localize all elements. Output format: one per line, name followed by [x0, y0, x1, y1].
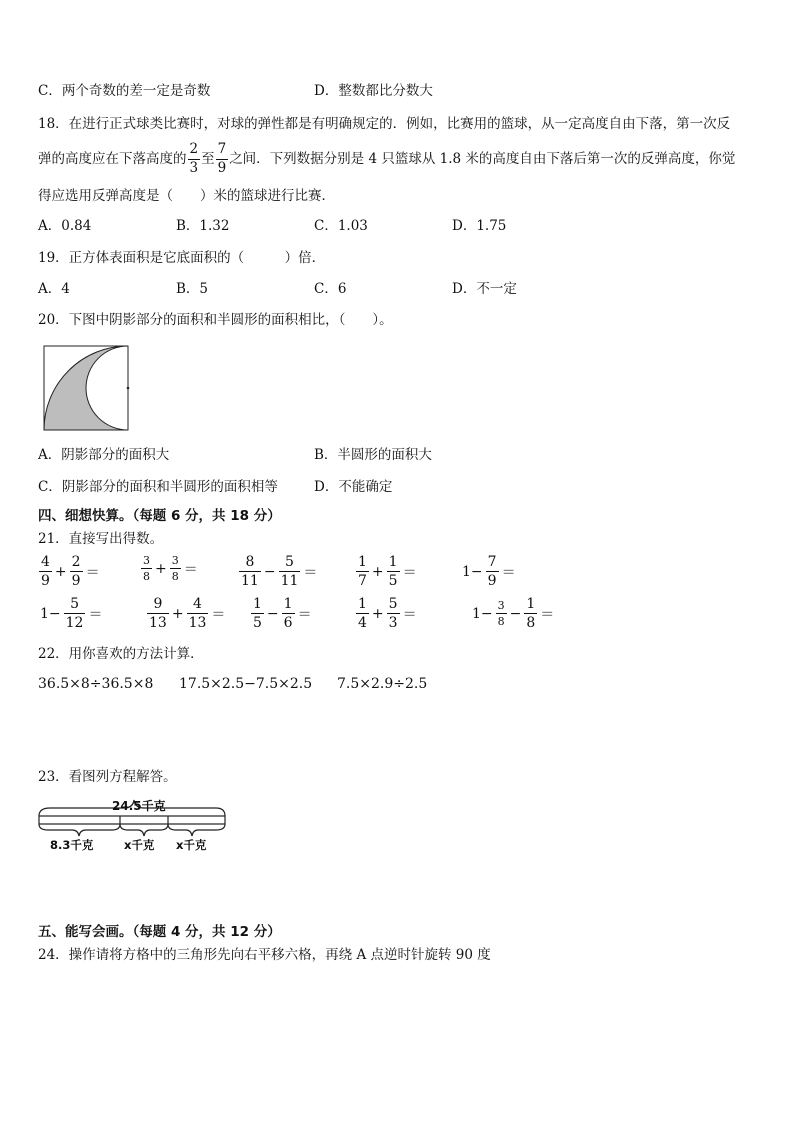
q21-row2-expr-2	[146, 597, 227, 630]
q23-brace-1	[39, 824, 120, 836]
q18-option-b: B．1.32	[176, 218, 230, 234]
q21-row2-expr-3	[250, 597, 314, 630]
operator: ＝	[402, 606, 417, 623]
q19-option-a: A．4	[38, 281, 70, 297]
fraction: $\frac{1}{7}$	[358, 554, 367, 589]
operator: ＝	[402, 564, 417, 581]
fraction: $\frac{5}{11}$	[280, 554, 299, 589]
q23-brace-2	[120, 824, 168, 836]
q18-line3: 得应选用反弹高度是（ ）米的篮球进行比赛．	[38, 188, 335, 204]
operator: ＝	[183, 561, 198, 578]
operator: ＝	[297, 606, 312, 623]
q18-to: 至	[201, 151, 215, 167]
fraction: $\frac{2}{9}$	[71, 554, 81, 589]
q21-row2-expr-5	[470, 597, 556, 630]
q18-line2-post: 之间．下列数据分别是 4 只篮球从 1.8 米的高度自由下落后第一次的反弹高度，你觉	[229, 151, 736, 167]
fraction: $\frac{3}{8}$	[171, 554, 179, 583]
operator: ＝	[540, 606, 555, 623]
section5-title: 五、能写会画。（每题 4 分，共 12 分）	[38, 924, 281, 940]
section4-title: 四、细想快算。（每题 6 分，共 18 分）	[38, 508, 281, 524]
q21-row1-expr-1	[38, 555, 102, 588]
q20-option-d: D．不能确定	[314, 479, 393, 495]
q18-line2-pre: 弹的高度应在下落高度的	[38, 151, 187, 167]
operator: −	[263, 563, 276, 580]
q20-center-dot	[127, 387, 130, 390]
q19-text: 19．正方体表面积是它底面积的（ ）倍．	[38, 250, 326, 266]
fraction: $\frac{4}{9}$	[41, 554, 50, 589]
fraction: $\frac{1}{8}$	[526, 596, 536, 631]
q20-figure	[42, 344, 132, 432]
q23-total-label: 24.5千克	[112, 799, 166, 813]
q19-option-d: D．不一定	[452, 281, 517, 297]
q23-text: 23．看图列方程解答。	[38, 769, 177, 785]
q20-option-a: A．阴影部分的面积大	[38, 447, 170, 463]
q21-row2-expr-4	[355, 597, 419, 630]
q23-part-label-3: x千克	[176, 838, 207, 852]
q24-text: 24．操作请将方格中的三角形先向右平移六格，再绕 A 点逆时针旋转 90 度	[38, 947, 491, 963]
fraction: $\frac{3}{8}$	[143, 554, 150, 583]
q23-brace-3	[168, 824, 225, 836]
fraction: $\frac{1}{6}$	[283, 596, 293, 631]
operator: ＝	[303, 564, 318, 581]
q18-frac-a: $\frac{2}{3}$	[189, 141, 199, 176]
q23-bar	[39, 816, 225, 824]
q21-row1-expr-2	[140, 555, 200, 582]
fraction: $\frac{5}{12}$	[65, 596, 84, 631]
q18-option-c: C．1.03	[314, 218, 368, 234]
operator: +	[371, 605, 384, 622]
q22-item-1: 36.5×8÷36.5×8	[38, 676, 154, 692]
q22-item-3: 7.5×2.9÷2.5	[337, 676, 428, 692]
operator: 1−	[40, 605, 61, 622]
q19-option-c: C．6	[314, 281, 347, 297]
operator: +	[171, 605, 184, 622]
fraction: $\frac{9}{13}$	[149, 596, 167, 631]
operator: −	[266, 605, 279, 622]
operator: ＝	[501, 564, 516, 581]
q23-part-label-2: x千克	[124, 838, 155, 852]
fraction: $\frac{4}{13}$	[188, 596, 207, 631]
operator: +	[371, 563, 384, 580]
q20-shaded-region	[44, 346, 128, 430]
operator: 1−	[462, 563, 483, 580]
q17-option-d: D．整数都比分数大	[314, 83, 433, 99]
q21-row2-expr-1	[38, 597, 104, 630]
operator: ＝	[211, 606, 226, 623]
q20-option-c: C．阴影部分的面积和半圆形的面积相等	[38, 479, 278, 495]
q19-option-b: B．5	[176, 281, 209, 297]
operator: ＝	[88, 606, 103, 623]
operator: −	[509, 605, 522, 622]
operator: +	[155, 560, 167, 577]
q18-option-a: A．0.84	[38, 218, 92, 234]
fraction: $\frac{3}{8}$	[497, 599, 505, 628]
fraction: $\frac{1}{5}$	[253, 596, 262, 631]
operator: 1−	[472, 605, 493, 622]
q20-option-b: B．半圆形的面积大	[314, 447, 432, 463]
q22-item-2: 17.5×2.5−7.5×2.5	[179, 676, 313, 692]
q23-part-label-1: 8.3千克	[50, 838, 94, 852]
q21-row1-expr-3	[238, 555, 319, 588]
q17-option-c: C．两个奇数的差一定是奇数	[38, 83, 211, 99]
operator: ＝	[85, 564, 100, 581]
fraction: $\frac{5}{3}$	[388, 596, 398, 631]
q21-row1-expr-5	[460, 555, 518, 588]
fraction: $\frac{1}{5}$	[388, 554, 398, 589]
q18-line1: 18．在进行正式球类比赛时，对球的弹性都是有明确规定的．例如，比赛用的篮球，从一定高度自由下落，第一次反	[38, 116, 731, 132]
q18-line2	[38, 139, 735, 179]
fraction: $\frac{7}{9}$	[487, 554, 497, 589]
q22-text: 22．用你喜欢的方法计算．	[38, 646, 204, 662]
q21-row1-expr-4	[355, 555, 419, 588]
fraction: $\frac{1}{4}$	[358, 596, 367, 631]
operator: +	[54, 563, 67, 580]
q20-text: 20．下图中阴影部分的面积和半圆形的面积相比，（ ）。	[38, 312, 393, 328]
fraction: $\frac{8}{11}$	[241, 554, 259, 589]
q21-text: 21．直接写出得数。	[38, 531, 164, 547]
q18-frac-b: $\frac{7}{9}$	[217, 141, 227, 176]
q18-option-d: D．1.75	[452, 218, 507, 234]
